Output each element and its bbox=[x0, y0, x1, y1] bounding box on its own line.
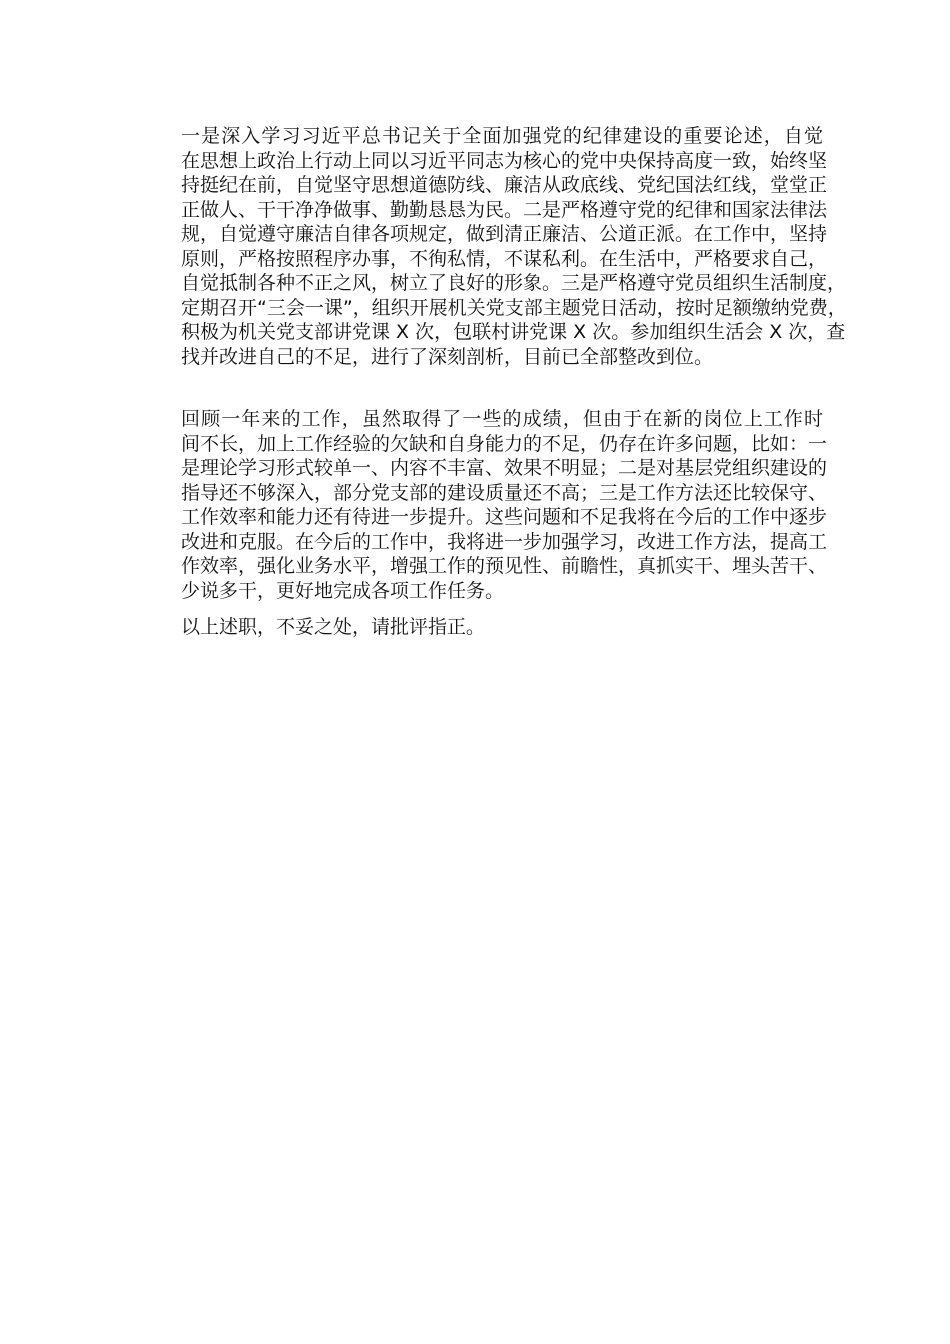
text-line: 在思想上政治上行动上同以习近平同志为核心的党中央保持高度一致，始终坚 bbox=[181, 149, 828, 172]
text-line: 间不长，加上工作经验的欠缺和自身能力的不足，仍存在许多问题，比如：一 bbox=[181, 432, 828, 455]
text-line: 找并改进自己的不足，进行了深刻剖析，目前已全部整改到位。 bbox=[181, 345, 714, 368]
text-line: 少说多干，更好地完成各项工作任务。 bbox=[181, 579, 505, 602]
text-line: 工作效率和能力还有待进一步提升。这些问题和不足我将在今后的工作中逐步 bbox=[181, 506, 828, 528]
text-line: 是理论学习形式较单一、内容不丰富、效果不明显；二是对基层党组织建设的 bbox=[181, 457, 828, 479]
text-line: 积极为机关党支部讲党课 X 次，包联村讲党课 X 次。参加组织生活会 X 次，查 bbox=[181, 321, 846, 343]
text-line: 以上述职，不妥之处，请批评指正。 bbox=[181, 616, 486, 638]
text-line: 自觉抵制各种不正之风，树立了良好的形象。三是严格遵守党员组织生活制度， bbox=[181, 272, 847, 294]
document-body bbox=[143, 124, 847, 640]
text-line: 改进和克服。在今后的工作中，我将进一步加强学习，改进工作方法，提高工 bbox=[181, 530, 828, 553]
text-line: 规，自觉遵守廉洁自律各项规定，做到清正廉洁、公道正派。在工作中，坚持 bbox=[181, 223, 828, 245]
text-line: 一是深入学习习近平总书记关于全面加强党的纪律建设的重要论述，自觉 bbox=[181, 125, 823, 147]
text-line: 作效率，强化业务水平，增强工作的预见性、前瞻性，真抓实干、埋头苦干、 bbox=[181, 555, 828, 577]
paragraph-review bbox=[143, 407, 828, 603]
text-line: 持挺纪在前，自觉坚守思想道德防线、廉洁从政底线、党纪国法红线，堂堂正 bbox=[181, 174, 828, 196]
text-line: 回顾一年来的工作，虽然取得了一些的成绩，但由于在新的岗位上工作时 bbox=[181, 408, 823, 430]
text-line: 原则，严格按照程序办事，不徇私情，不谋私利。在生活中，严格要求自己， bbox=[181, 247, 828, 270]
text-line: 指导还不够深入，部分党支部的建设质量还不高；三是工作方法还比较保守、 bbox=[181, 481, 828, 504]
text-line: 定期召开“三会一课”，组织开展机关党支部主题党日活动，按时足额缴纳党费， bbox=[181, 296, 847, 319]
paragraph-closing bbox=[143, 615, 823, 640]
text-line: 正做人、干干净净做事、勤勤恳恳为民。二是严格遵守党的纪律和国家法律法 bbox=[181, 198, 828, 221]
paragraph-discipline bbox=[143, 124, 847, 369]
